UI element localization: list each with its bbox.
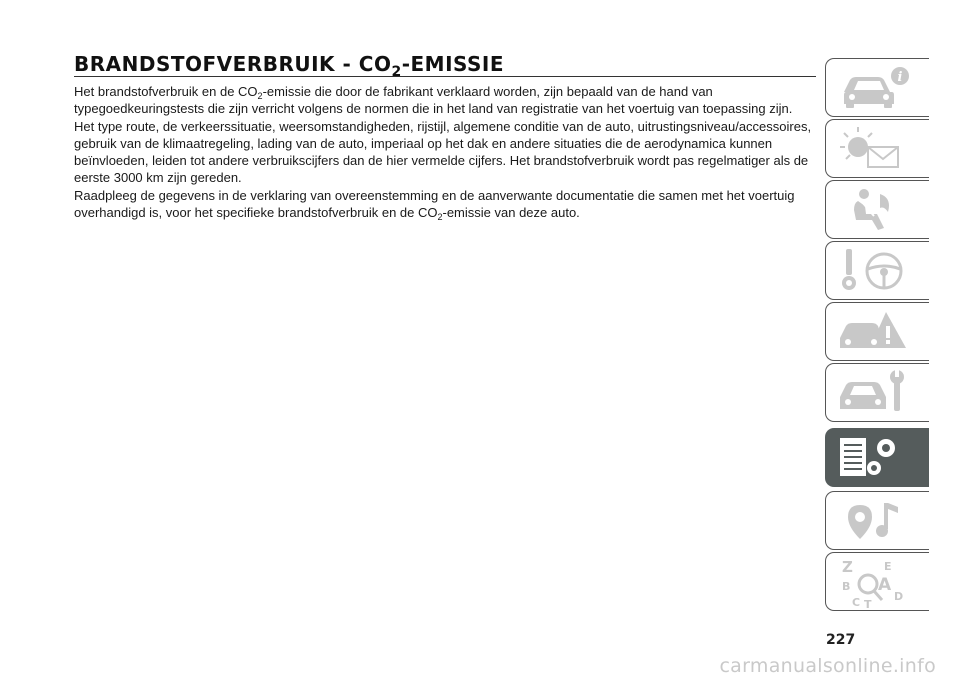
svg-text:i: i — [897, 70, 903, 85]
paragraph-1 — [74, 83, 819, 118]
seat-airbag-icon — [834, 184, 914, 234]
section-title-start: BRANDSTOFVERBRUIK - CO — [74, 52, 392, 76]
paragraph-3 — [74, 187, 819, 222]
svg-text:E: E — [884, 560, 892, 573]
section-title-subscript: 2 — [391, 64, 402, 80]
title-divider — [74, 76, 816, 77]
navigation-music-icon — [834, 495, 914, 545]
svg-text:A: A — [878, 575, 892, 595]
tab-multimedia[interactable] — [825, 491, 929, 550]
paragraph-2: Het type route, de verkeerssituatie, weersomstandigheden, rijstijl, algemene conditie van de auto, uitrustingsniveau/accessoires, gebruik van de klimaatregeling, lading van de auto, imperiaal op het dak en andere situaties die de aerodynamica kunnen beïnvloeden, leiden tot andere verbruikscijfers dan de hier vermelde cijfers. Het brandstofverbruik wordt pas regelmatiger als de eerste 3000 km zijn gereden. — [74, 118, 812, 186]
car-info-icon — [834, 62, 914, 112]
page-number: 227 — [826, 632, 856, 648]
car-wrench-icon — [834, 367, 914, 417]
spec-sheet-gears-icon — [834, 432, 914, 482]
alphabetical-index-icon — [834, 556, 914, 612]
section-title — [74, 52, 505, 80]
tab-emergency[interactable] — [825, 302, 929, 361]
paragraph-1-start: Het brandstofverbruik en de CO — [74, 84, 258, 99]
tab-maintenance[interactable] — [825, 363, 929, 422]
paragraph-1-subscript: 2 — [257, 91, 263, 101]
svg-text:D: D — [894, 590, 904, 603]
tab-starting-driving[interactable] — [825, 241, 929, 300]
tab-index[interactable] — [825, 552, 929, 611]
body-text — [74, 83, 819, 221]
paragraph-1-end: -emissie die door de fabrikant verklaard worden, zijn bepaald van de hand van typegoedkeuringstests die zijn verricht volgens de normen die in het land van registratie van het voertuig van toepassing zijn. — [74, 84, 793, 117]
tab-safety[interactable] — [825, 180, 929, 239]
svg-text:B: B — [842, 580, 851, 593]
warning-light-message-icon — [834, 123, 914, 173]
tab-dashboard[interactable] — [825, 58, 929, 117]
tab-technical-data[interactable] — [825, 428, 929, 487]
paragraph-3-end: -emissie van deze auto. — [442, 205, 580, 221]
paragraph-3-start: Raadpleeg de gegevens in de verklaring van overeenstemming en de aanverwante documentatie die samen met het voertuig overhandigd is, voor het specifieke brandstofverbruik en de CO — [74, 187, 795, 221]
svg-text:C: C — [852, 596, 861, 609]
section-title-end: -EMISSIE — [401, 52, 505, 76]
tab-warning-lights[interactable] — [825, 119, 929, 178]
key-steering-wheel-icon — [834, 245, 914, 295]
watermark: carmanualsonline.info — [719, 655, 936, 677]
svg-text:Z: Z — [842, 558, 853, 576]
car-crash-warning-icon — [834, 306, 914, 356]
svg-text:T: T — [864, 598, 872, 611]
paragraph-3-subscript: 2 — [437, 212, 443, 223]
